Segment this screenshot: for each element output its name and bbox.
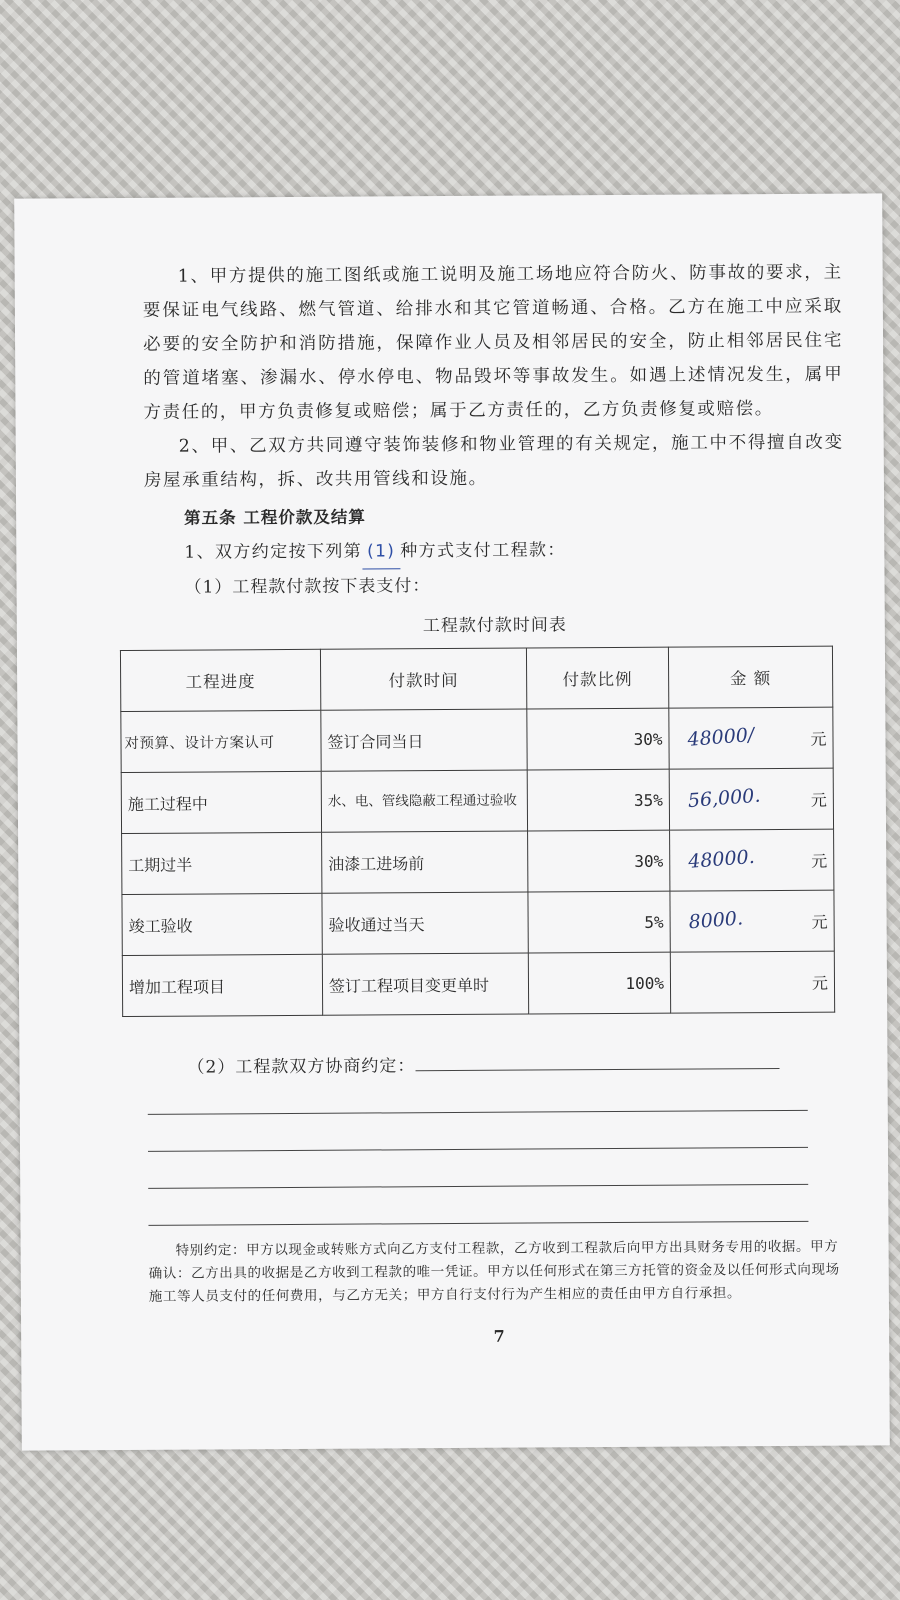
amount-cell xyxy=(670,890,834,952)
amount-unit: 元 xyxy=(810,790,827,810)
time-cell: 签订工程项目变更单时 xyxy=(322,953,528,1015)
clause-5-heading: 第五条 工程价款及结算 xyxy=(184,507,366,528)
handwritten-amount: 48000/ xyxy=(686,723,756,751)
table-row xyxy=(121,768,833,833)
amount-cell xyxy=(670,951,834,1013)
header-stage: 工程进度 xyxy=(120,649,320,711)
amount-unit: 元 xyxy=(811,912,828,932)
time-cell: 签订合同当日 xyxy=(321,709,527,771)
payment-method-suffix: 种方式支付工程款： xyxy=(400,540,566,562)
table-header-row xyxy=(120,646,832,711)
payment-option-1: （1）工程款付款按下表支付： xyxy=(184,576,431,598)
time-cell: 水、电、管线隐蔽工程通过验收 xyxy=(321,770,527,832)
ratio-cell: 5% xyxy=(528,891,670,953)
ratio-cell: 30% xyxy=(528,830,670,892)
payment-method-line xyxy=(184,532,844,571)
page-content xyxy=(124,256,850,1348)
header-ratio: 付款比例 xyxy=(526,647,668,709)
amount-cell xyxy=(670,829,834,891)
clause-4-paragraph-2: 2、甲、乙双方共同遵守装饰装修和物业管理的有关规定，施工中不得擅自改变房屋承重结构，拆、改共用管线和设施。 xyxy=(143,432,844,491)
amount-cell xyxy=(669,707,833,769)
payment-method-prefix: 1、双方约定按下列第 xyxy=(184,541,363,563)
handwritten-amount: 8000. xyxy=(687,907,744,934)
payment-option-2-label: （2）工程款双方协商约定： xyxy=(187,1056,416,1078)
blank-line xyxy=(148,1074,808,1115)
clause-4-paragraph-1: 1、甲方提供的施工图纸或施工说明及施工场地应符合防火、防事故的要求，主要保证电气线路、燃气管道、给排水和其它管道畅通、合格。乙方在施工中应采取必要的安全防护和消防措施，保障作业人员及相邻居民的安全，防止相邻居民住宅的管道堵塞、渗漏水、停水停电、物品毁坏等事故发生。如遇上述情况发生，属甲方责任的，甲方负责修复或赔偿；属于乙方责任的，乙方负责修复或赔偿。 xyxy=(142,262,844,423)
amount-unit: 元 xyxy=(811,973,829,993)
amount-cell xyxy=(669,768,833,830)
table-row xyxy=(122,829,834,894)
payment-option-2 xyxy=(187,1049,847,1078)
blank-line xyxy=(148,1148,808,1189)
stage-cell: 工期过半 xyxy=(122,832,322,894)
table-row xyxy=(121,707,833,772)
stage-cell: 竣工验收 xyxy=(122,893,322,955)
time-cell: 油漆工进场前 xyxy=(322,831,528,893)
header-time: 付款时间 xyxy=(320,648,526,710)
payment-table-title: 工程款付款时间表 xyxy=(422,615,567,637)
stage-cell: 增加工程项目 xyxy=(122,954,322,1016)
ratio-cell: 30% xyxy=(527,708,669,770)
ratio-cell: 100% xyxy=(528,952,670,1014)
ratio-cell: 35% xyxy=(527,769,669,831)
page-number: 7 xyxy=(493,1326,505,1346)
contract-page xyxy=(14,193,890,1450)
handwritten-amount: 48000. xyxy=(687,845,756,873)
stage-cell: 施工过程中 xyxy=(121,771,321,833)
special-agreement-note: 特别约定：甲方以现金或转账方式向乙方支付工程款，乙方收到工程款后向甲方出具财务专用的收据。甲方确认：乙方出具的收据是乙方收到工程款的唯一凭证。甲方以任何形式在第三方托管的资金及以任何形式向现场施工等人员支付的任何费用，与乙方无关；甲方自行支付行为产生相应的责任由甲方自行承担。 xyxy=(148,1238,840,1305)
amount-unit: 元 xyxy=(811,851,828,871)
table-row xyxy=(122,890,834,955)
time-cell: 验收通过当天 xyxy=(322,892,528,954)
handwritten-amount: 56,000. xyxy=(687,784,762,813)
payment-schedule-table xyxy=(120,646,835,1017)
header-amount: 金 额 xyxy=(668,646,832,708)
payment-method-choice: (1) xyxy=(362,534,400,569)
amount-unit: 元 xyxy=(810,729,827,749)
blank-line xyxy=(415,1054,779,1071)
stage-cell: 对预算、设计方案认可 xyxy=(121,710,321,772)
blank-line xyxy=(148,1111,808,1152)
table-row xyxy=(122,951,834,1016)
blank-line xyxy=(148,1185,808,1226)
